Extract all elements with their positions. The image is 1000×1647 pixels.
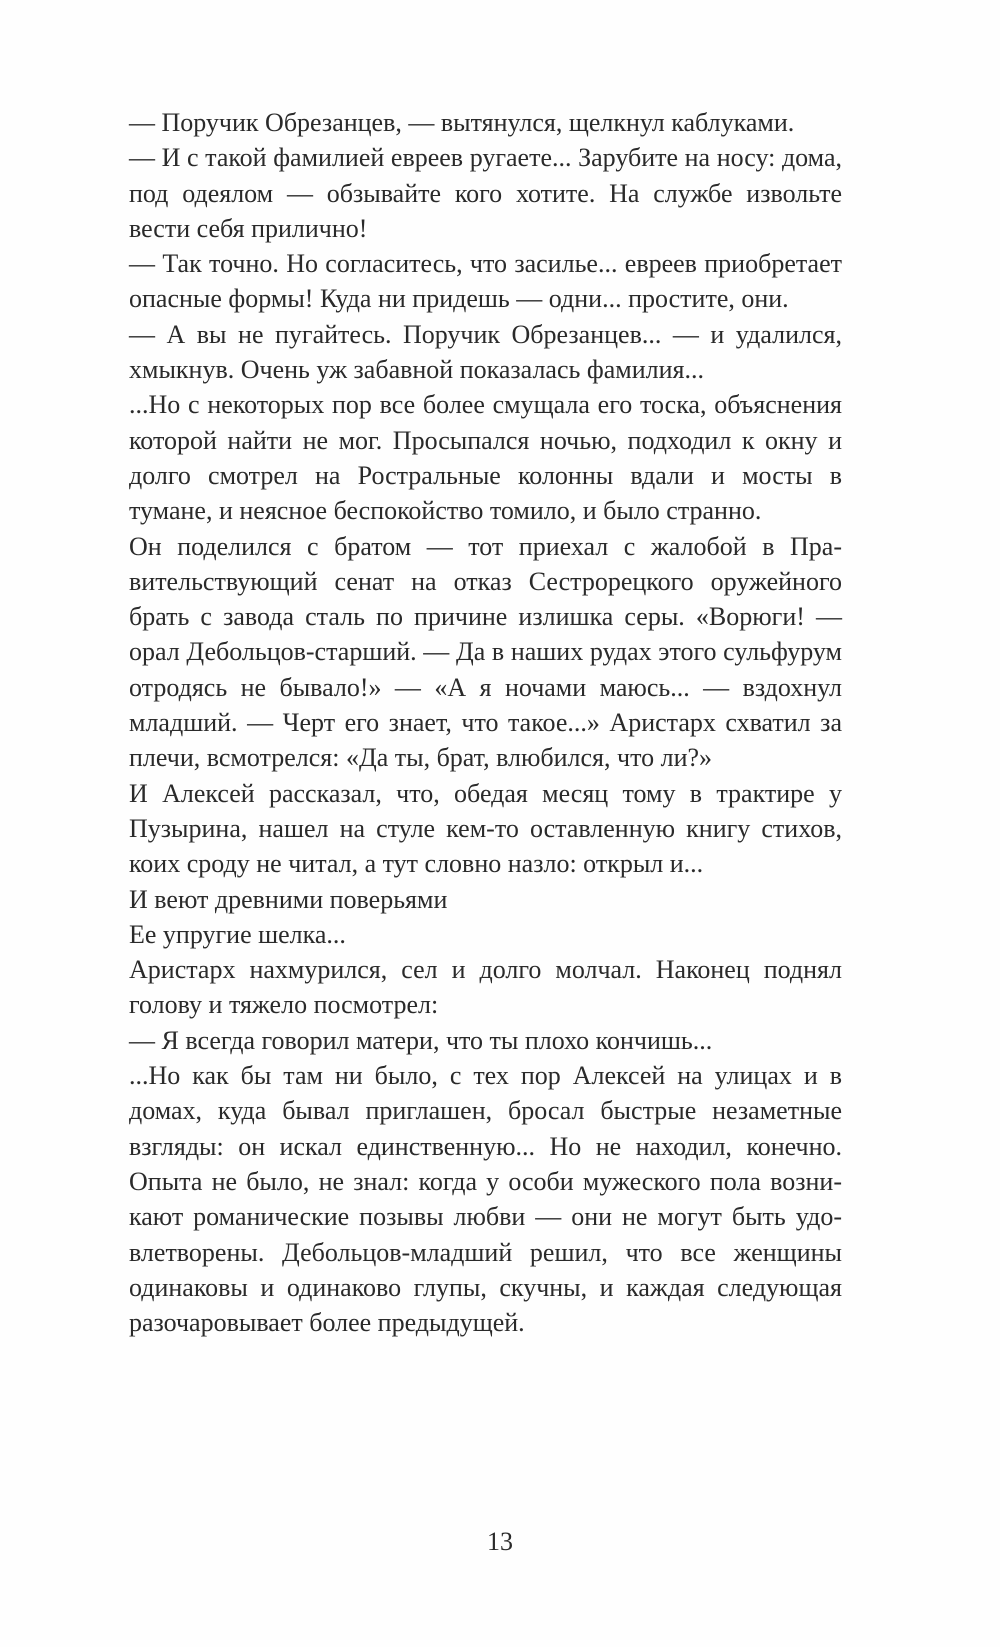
verse-line: Ее упругие шелка... <box>129 919 346 949</box>
paragraph: — Так точно. Но согласитесь, что засилье... евреев приобретает опасные формы! Куда ни придешь — одни... простите, они. <box>129 249 842 314</box>
paragraph: — Поручик Обрезанцев, — вытянулся, щелкнул каблуками. <box>129 108 795 137</box>
paragraph: — А вы не пугайтесь. Поручик Обрезанцев... — и удалился, хмыкнув. Очень уж забавной показалась фамилия... <box>129 319 842 385</box>
body-text <box>129 105 842 1340</box>
paragraph: ...Но с некоторых пор все более смущала его тоска, объяснения которой найти не мог. Просыпался ночью, подходил к окну и долго смотрел на Ростральные колонны вдали и мосты в тумане, и неясное беспокойство томило, и было странно. <box>129 390 842 526</box>
paragraph: И Алексей рассказал, что, обедая месяц тому в трактире у Пузырина, нашел на стуле кем-то оставленную книгу стихов, коих сроду не читал, а тут словно назло: открыл и... <box>129 778 842 879</box>
paragraph: Он поделился с братом — тот приехал с жалобой в Правительствующий сенат на отказ Сестрорецкого оружейного брать с завода сталь по причине излишка серы. «Ворюги! — орал Дебольцов-старший. — Да в наших рудах этого сульфурум отродясь не бывало!» — «А я ночами маюсь... — вздохнул младший. — Черт его знает, что такое...» Аристарх схватил за плечи, всмотрелся: «Да ты, брат, влюбился, что ли?» <box>129 531 842 773</box>
paragraph: — И с такой фамилией евреев ругаете... Зарубите на носу: дома, под одеялом — обзывайте кого хотите. На службе извольте вести себя прилично! <box>129 143 842 243</box>
verse-line: И веют древними поверьями <box>129 884 448 914</box>
paragraph: ...Но как бы там ни было, с тех пор Алексей на улицах и в домах, куда бывал приглашен, бросал быстрые незаметные взгляды: он искал единственную... Но не находил, конечно. Опыта не было, не знал: когда у особи мужеского пола возникают романические позывы любви — они не могут быть удовлетворены. Дебольцов-младший решил, что все женщины одинаковы и одинаково глупы, скучны, и каждая следующая разочаровывает более предыдущей. <box>129 1061 842 1338</box>
page-number: 13 <box>487 1527 513 1556</box>
paragraph: Аристарх нахмурился, сел и долго молчал. Наконец поднял голову и тяжело посмотрел: <box>129 955 842 1020</box>
paragraph: — Я всегда говорил матери, что ты плохо кончишь... <box>129 1025 713 1055</box>
